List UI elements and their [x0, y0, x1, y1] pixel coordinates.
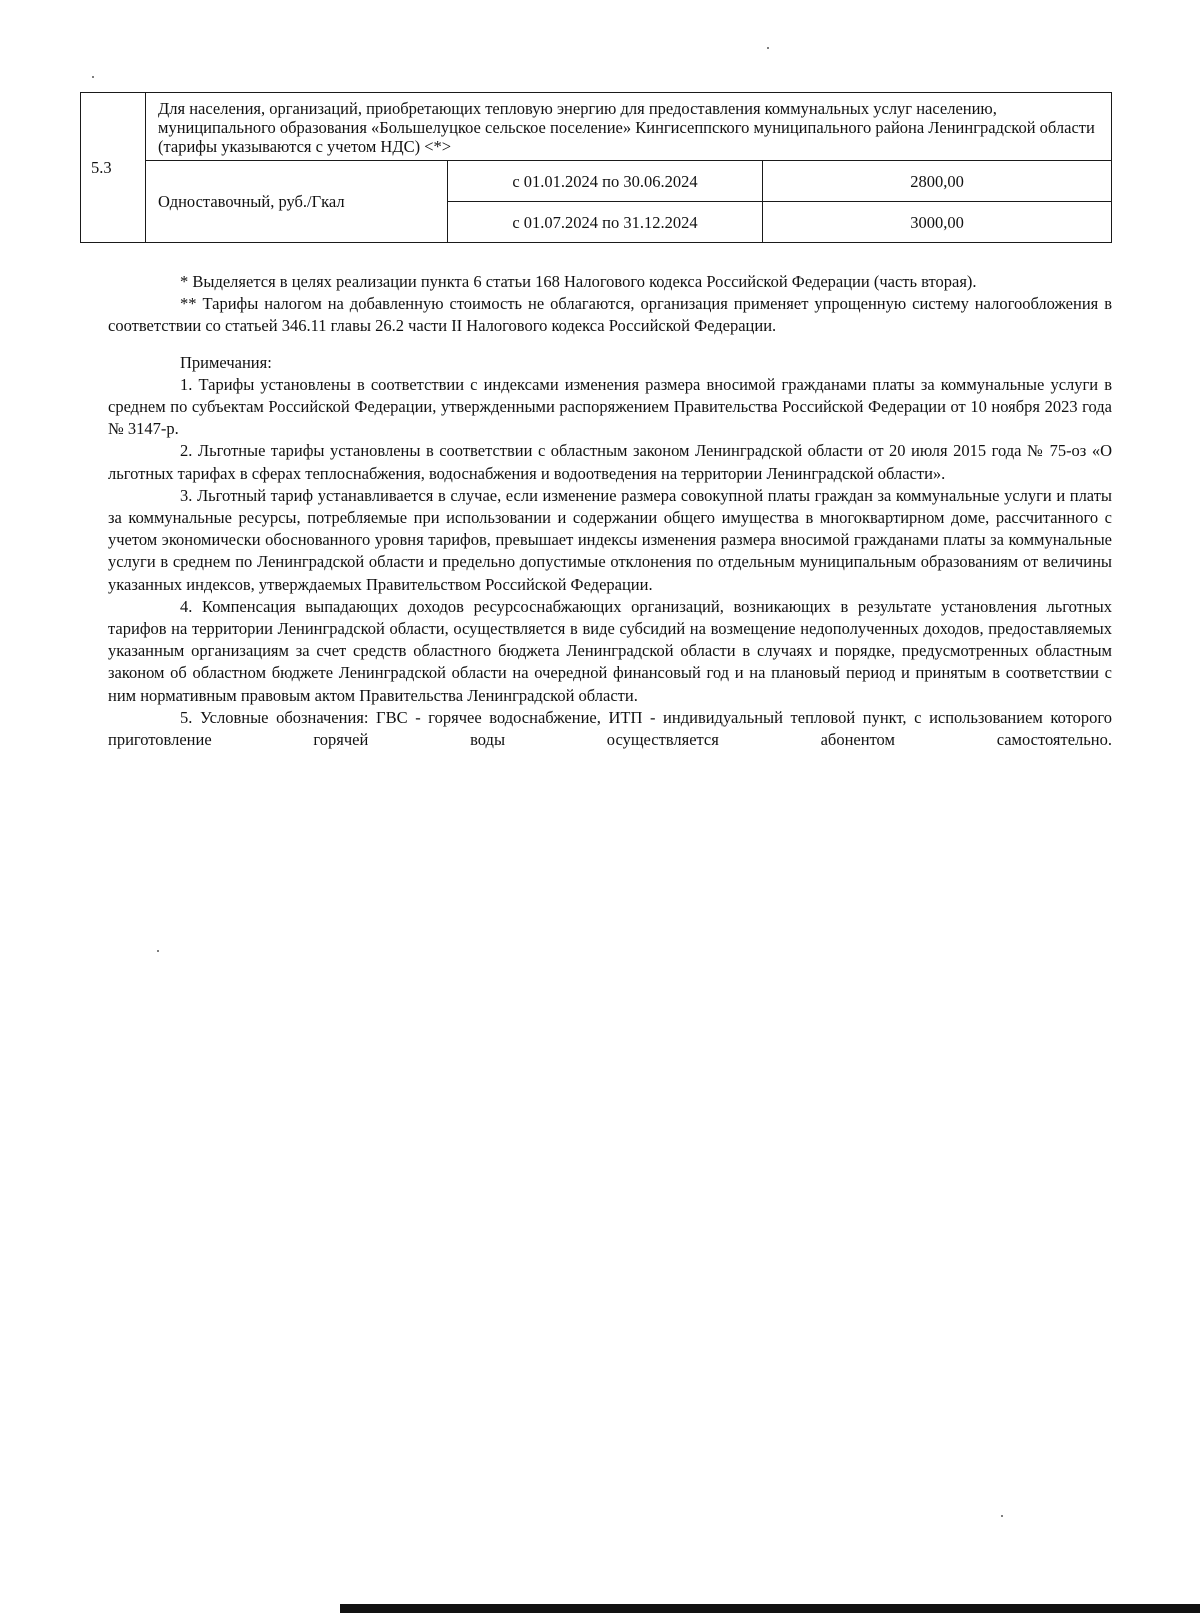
- tariff-table: [80, 92, 1112, 243]
- row-number-cell: 5.3: [81, 93, 146, 243]
- notes-section: [108, 271, 1112, 751]
- scan-speck: [92, 76, 94, 78]
- tariff-value-cell: 2800,00: [763, 161, 1112, 202]
- consumer-description-cell: Для населения, организаций, приобретающих тепловую энергию для предоставления коммунальных услуг населению, муниципального образования «Большелуцкое сельское поселение» Кингисеппского муниципального района Ленинградской области (тарифы указываются с учетом НДС) <*>: [146, 93, 1112, 161]
- scan-speck: [767, 47, 769, 49]
- note-item-1: 1. Тарифы установлены в соответствии с индексами изменения размера вносимой гражданами платы за коммунальные услуги в среднем по субъектам Российской Федерации, утвержденными распоряжением Правительства Российской Федерации от 10 ноября 2023 года № 3147-р.: [108, 374, 1112, 439]
- tariff-value-cell: 3000,00: [763, 202, 1112, 243]
- note-item-2: 2. Льготные тарифы установлены в соответствии с областным законом Ленинградской области от 20 июля 2015 года № 75-оз «О льготных тарифах в сферах теплоснабжения, водоснабжения и водоотведения на территории Ленинградской области».: [108, 441, 1112, 483]
- scan-speck: [1001, 1515, 1003, 1517]
- period-cell: с 01.01.2024 по 30.06.2024: [448, 161, 763, 202]
- table-row: [81, 93, 1112, 161]
- period-cell: с 01.07.2024 по 31.12.2024: [448, 202, 763, 243]
- note-item-3: 3. Льготный тариф устанавливается в случае, если изменение размера совокупной платы граждан за коммунальные услуги и платы за коммунальные ресурсы, потребляемые при использовании и содержании общего имущества в многоквартирном доме, рассчитанного с учетом экономически обоснованного уровня тарифов, превышает индексы изменения размера вносимой гражданами платы за коммунальные услуги в среднем по Ленинградской области и предельно допустимые отклонения по отдельным муниципальным образованиям от величины указанных индексов, утверждаемых Правительством Российской Федерации.: [108, 485, 1112, 594]
- footnote-single-star: * Выделяется в целях реализации пункта 6 статьи 168 Налогового кодекса Российской Федерации (часть вторая).: [180, 272, 977, 291]
- footnote-double-star: ** Тарифы налогом на добавленную стоимость не облагаются, организация применяет упрощенную систему налогообложения в соответствии со статьей 346.11 главы 26.2 части II Налогового кодекса Российской Федерации.: [108, 294, 1112, 336]
- scan-edge-line: [340, 1604, 1200, 1613]
- note-item-5: 5. Условные обозначения: ГВС - горячее водоснабжение, ИТП - индивидуальный тепловой пункт, с использованием которого приготовление горячей воды осуществляется абонентом самостоятельно.: [108, 707, 1112, 750]
- note-item-4: 4. Компенсация выпадающих доходов ресурсоснабжающих организаций, возникающих в результате установления льготных тарифов на территории Ленинградской области, осуществляется в виде субсидий на возмещение недополученных доходов, предоставляемых указанным организациям за счет средств областного бюджета Ленинградской области в случаях и порядке, предусмотренных областным законом об областном бюджете Ленинградской области на очередной финансовый год и на плановый период и принятым в соответствии с ним нормативным правовым актом Правительства Ленинградской области.: [108, 596, 1112, 705]
- table-row: [81, 161, 1112, 202]
- scan-speck: [157, 950, 159, 952]
- notes-heading: Примечания:: [180, 352, 272, 372]
- tariff-type-cell: Одноставочный, руб./Гкал: [146, 161, 448, 243]
